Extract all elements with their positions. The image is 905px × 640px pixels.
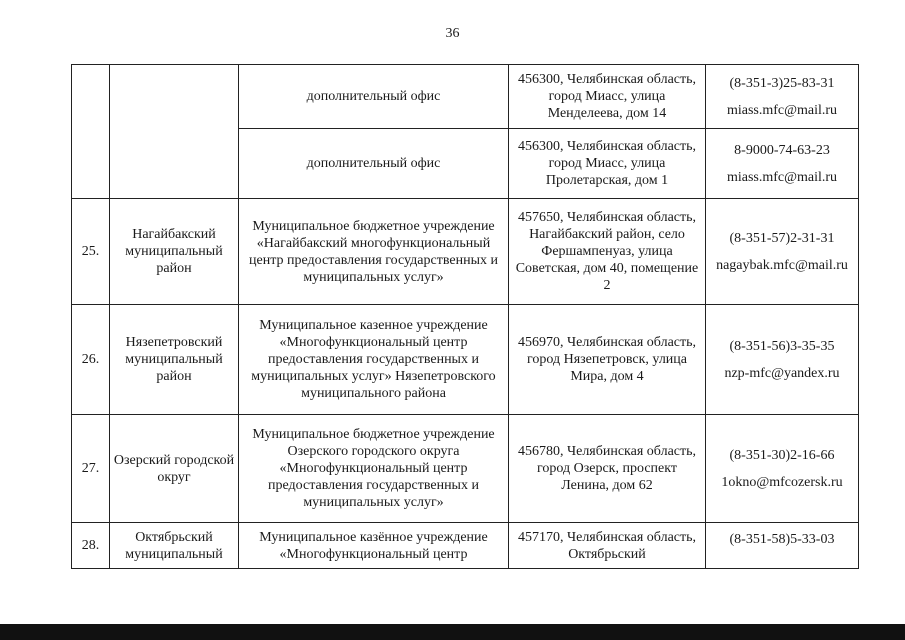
address: 456780, Челябинская область, город Озерск, проспект Ленина, дом 62 (509, 415, 706, 523)
district-name: Нязепетровский муниципальный район (110, 305, 239, 415)
phone: (8-351-56)3-35-35 (729, 338, 835, 354)
table-row (72, 199, 859, 305)
row-number: 26. (72, 305, 110, 415)
district-name: Нагайбакский муниципальный район (110, 199, 239, 305)
phone: 8-9000-74-63-23 (734, 142, 830, 158)
phone: (8-351-57)2-31-31 (729, 230, 835, 246)
table-row (72, 415, 859, 523)
district-name: Озерский городской округ (110, 415, 239, 523)
organization-name: Муниципальное казенное учреждение «Многофункциональный центр предоставления государственных и муниципальных услуг» Нязепетровского муниципального района (239, 305, 509, 415)
row-number (72, 65, 110, 199)
page-number: 36 (445, 26, 460, 41)
contacts (706, 65, 859, 129)
table-row (72, 523, 859, 569)
row-number: 28. (72, 523, 110, 569)
email: 1okno@mfcozersk.ru (721, 474, 843, 490)
address: 456300, Челябинская область, город Миасс, улица Пролетарская, дом 1 (509, 129, 706, 199)
email: miass.mfc@mail.ru (726, 102, 838, 118)
organization-name: Муниципальное казённое учреждение «Многофункциональный центр (239, 523, 509, 569)
contacts (706, 129, 859, 199)
phone: (8-351-3)25-83-31 (729, 75, 835, 91)
organization-name: дополнительный офис (239, 129, 509, 199)
email: nzp-mfc@yandex.ru (724, 365, 840, 381)
contacts (706, 305, 859, 415)
scan-bottom-edge (0, 624, 905, 640)
address: 457170, Челябинская область, Октябрьский (509, 523, 706, 569)
table-row (72, 305, 859, 415)
contacts (706, 199, 859, 305)
district-name: Октябрьский муниципальный (110, 523, 239, 569)
contacts (706, 415, 859, 523)
email: miass.mfc@mail.ru (726, 169, 838, 185)
address: 456300, Челябинская область, город Миасс, улица Менделеева, дом 14 (509, 65, 706, 129)
district-name (110, 65, 239, 199)
address: 457650, Челябинская область, Нагайбакский район, село Фершампенуаз, улица Советская, дом 40, помещение 2 (509, 199, 706, 305)
organization-name: Муниципальное бюджетное учреждение Озерского городского округа «Многофункциональный центр предоставления государственных и муниципальных услуг» (239, 415, 509, 523)
table-row (72, 65, 859, 129)
address: 456970, Челябинская область, город Нязепетровск, улица Мира, дом 4 (509, 305, 706, 415)
mfc-offices-table (71, 64, 859, 569)
organization-name: дополнительный офис (239, 65, 509, 129)
row-number: 27. (72, 415, 110, 523)
contacts (706, 523, 859, 569)
phone: (8-351-58)5-33-03 (729, 532, 835, 547)
row-number: 25. (72, 199, 110, 305)
phone: (8-351-30)2-16-66 (729, 447, 835, 463)
organization-name: Муниципальное бюджетное учреждение «Нагайбакский многофункциональный центр предоставления государственных и муниципальных услуг» (239, 199, 509, 305)
email: nagaybak.mfc@mail.ru (716, 257, 848, 273)
